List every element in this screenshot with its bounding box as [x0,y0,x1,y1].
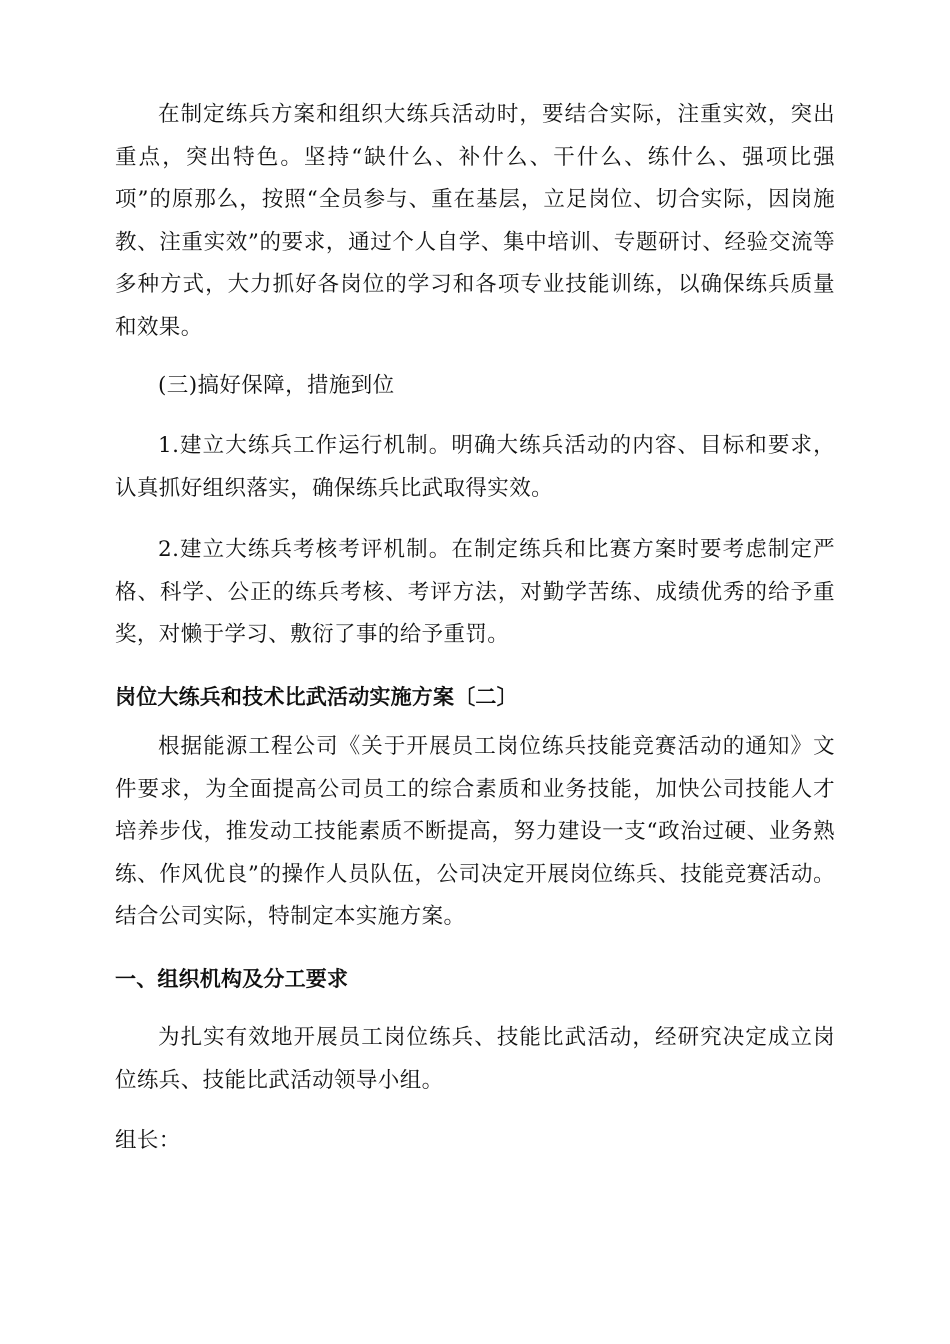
document-title-part-two: 岗位大练兵和技术比武活动实施方案〔二〕 [115,685,518,709]
section-heading-organization: 一、组织机构及分工要求 [115,967,349,991]
paragraph-group-leader: 组长： [115,1128,181,1153]
paragraph-background: 根据能源工程公司《关于开展员工岗位练兵技能竞赛活动的通知》文件要求，为全面提高公司员工的综合素质和业务技能，加快公司技能人才培养步伐，推发动工技能素质不断提高，努力建设一支“政治过硬、业务熟练、作风优良”的操作人员队伍，公司决定开展岗位练兵、技能竞赛活动。结合公司实际，特制定本实施方案。 [115,734,835,929]
paragraph-assessment-mechanism: 2.建立大练兵考核考评机制。在制定练兵和比赛方案时要考虑制定严格、科学、公正的练兵考核、考评方法，对勤学苦练、成绩优秀的给予重奖，对懒于学习、敷衍了事的给予重罚。 [115,537,835,647]
subheading-safeguards: (三)搞好保障，措施到位 [158,373,395,398]
paragraph-operation-mechanism: 1.建立大练兵工作运行机制。明确大练兵活动的内容、目标和要求，认真抓好组织落实，确保练兵比武取得实效。 [115,433,835,501]
paragraph-training-plan: 在制定练兵方案和组织大练兵活动时，要结合实际，注重实效，突出重点，突出特色。坚持“缺什么、补什么、干什么、练什么、强项比强项”的原那么，按照“全员参与、重在基层，立足岗位、切合实际，因岗施教、注重实效”的要求，通过个人自学、集中培训、专题研讨、经验交流等多种方式，大力抓好各岗位的学习和各项专业技能训练，以确保练兵质量和效果。 [115,102,835,340]
paragraph-leading-group: 为扎实有效地开展员工岗位练兵、技能比武活动，经研究决定成立岗位练兵、技能比武活动领导小组。 [115,1025,835,1093]
